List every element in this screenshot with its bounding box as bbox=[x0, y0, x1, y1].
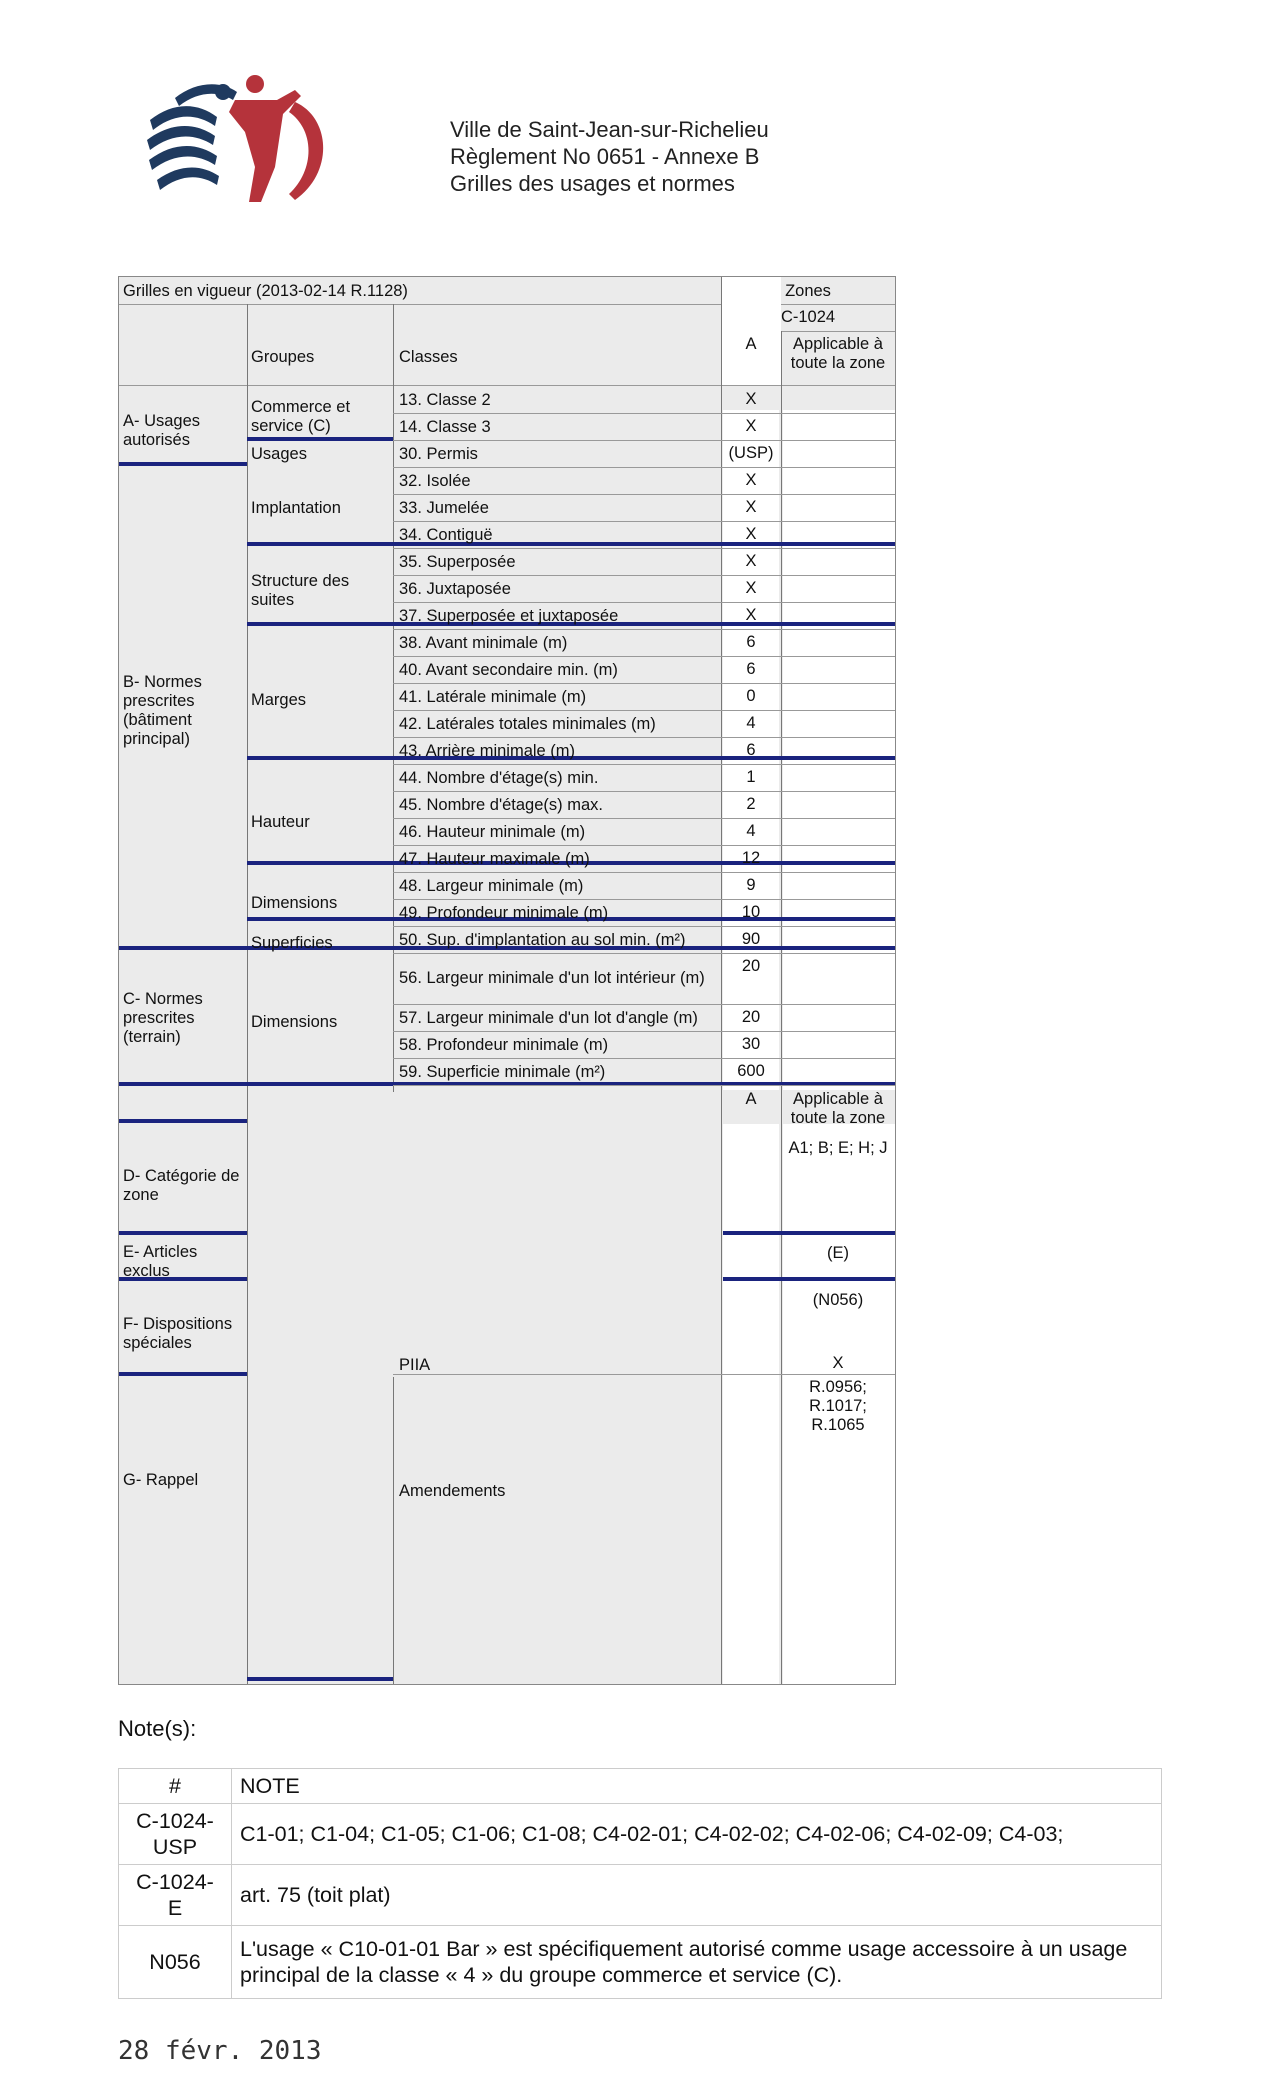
amendements-values: R.0956; R.1017; R.1065 bbox=[809, 1378, 867, 1434]
class-value: 2 bbox=[746, 795, 756, 813]
note-row bbox=[119, 1865, 1162, 1926]
notes-table bbox=[118, 1768, 1162, 1999]
class-label: 44. Nombre d'étage(s) min. bbox=[399, 769, 599, 787]
class-value: 30 bbox=[741, 1035, 761, 1053]
categorie-value: A1; B; E; H; J bbox=[788, 1139, 888, 1157]
grid-title: Grilles en vigueur (2013-02-14 R.1128) bbox=[123, 282, 408, 300]
class-label: 34. Contiguë bbox=[399, 526, 493, 544]
class-label: 14. Classe 3 bbox=[399, 418, 491, 436]
notes-title: Note(s): bbox=[118, 1716, 197, 1741]
note-text: art. 75 (toit plat) bbox=[232, 1865, 1162, 1926]
zone-code: C-1024 bbox=[780, 308, 836, 326]
class-label: 35. Superposée bbox=[399, 553, 516, 571]
piia-label: PIIA bbox=[399, 1356, 431, 1374]
section-d-label: D- Catégorie de zone bbox=[123, 1167, 240, 1204]
note-number: C-1024- USP bbox=[119, 1804, 232, 1865]
section-b-label: B- Normes prescrites (bâtiment principal) bbox=[123, 673, 202, 748]
header-regulation: Règlement No 0651 - Annexe B bbox=[450, 144, 760, 169]
articles-exclus-value: (E) bbox=[827, 1244, 849, 1262]
class-label: 37. Superposée et juxtaposée bbox=[399, 607, 619, 625]
note-number: N056 bbox=[119, 1926, 232, 1999]
class-value: 1 bbox=[746, 768, 756, 786]
class-label: 40. Avant secondaire min. (m) bbox=[399, 661, 618, 679]
class-label: 57. Largeur minimale d'un lot d'angle (m) bbox=[399, 1009, 698, 1027]
class-label: 47. Hauteur maximale (m) bbox=[399, 850, 590, 868]
column-classes: Classes bbox=[399, 348, 458, 366]
logo-blue-waves bbox=[147, 84, 237, 190]
class-label: 56. Largeur minimale d'un lot intérieur (m) bbox=[399, 969, 705, 987]
class-label: 13. Classe 2 bbox=[399, 391, 491, 409]
zones-label: Zones bbox=[785, 282, 831, 300]
class-value: 0 bbox=[746, 687, 756, 705]
class-value: X bbox=[745, 552, 757, 570]
class-value: X bbox=[745, 606, 757, 624]
group-dimensions-batiment: Dimensions bbox=[251, 894, 338, 912]
group-hauteur: Hauteur bbox=[251, 813, 310, 831]
class-label: 45. Nombre d'étage(s) max. bbox=[399, 796, 603, 814]
usage-grid bbox=[118, 276, 896, 1685]
class-value: X bbox=[745, 471, 757, 489]
city-logo bbox=[145, 72, 345, 212]
logo-figures bbox=[229, 75, 323, 202]
class-label: 43. Arrière minimale (m) bbox=[399, 742, 576, 760]
class-value: 4 bbox=[746, 822, 756, 840]
section-g-label: G- Rappel bbox=[123, 1471, 199, 1489]
class-value: X bbox=[745, 498, 757, 516]
class-label: 33. Jumelée bbox=[399, 499, 489, 517]
class-value: 600 bbox=[737, 1062, 765, 1080]
class-label: 49. Profondeur minimale (m) bbox=[399, 904, 609, 922]
class-value: X bbox=[745, 417, 757, 435]
class-label: 41. Latérale minimale (m) bbox=[399, 688, 587, 706]
note-text: L'usage « C10-01-01 Bar » est spécifiquement autorisé comme usage accessoire à un usage principal de la classe « 4 » du groupe commerce et service (C). bbox=[232, 1926, 1162, 1999]
notes-header-note: NOTE bbox=[232, 1769, 1162, 1804]
footer-date: 28 févr. 2013 bbox=[118, 2036, 322, 2066]
section-c-label: C- Normes prescrites (terrain) bbox=[123, 990, 203, 1046]
column-applicable: Applicable à toute la zone bbox=[790, 335, 886, 372]
class-value: 6 bbox=[746, 660, 756, 678]
class-value: 6 bbox=[746, 741, 756, 759]
column-a: A bbox=[745, 335, 757, 353]
section-a-label: A- Usages autorisés bbox=[123, 412, 201, 449]
class-value: 6 bbox=[746, 633, 756, 651]
class-value: 90 bbox=[741, 930, 761, 948]
section-e-label: E- Articles exclus bbox=[123, 1243, 198, 1280]
group-implantation: Implantation bbox=[251, 499, 341, 517]
dispositions-value: (N056) bbox=[812, 1291, 864, 1309]
class-label: 36. Juxtaposée bbox=[399, 580, 511, 598]
class-label: 46. Hauteur minimale (m) bbox=[399, 823, 586, 841]
class-value: X bbox=[745, 525, 757, 543]
group-marges: Marges bbox=[251, 691, 307, 709]
class-value: 10 bbox=[741, 903, 761, 921]
class-label: 30. Permis bbox=[399, 445, 478, 463]
note-row bbox=[119, 1804, 1162, 1865]
lower-column-applicable: Applicable à toute la zone bbox=[790, 1090, 886, 1127]
class-value: 20 bbox=[741, 1008, 761, 1026]
class-value: X bbox=[745, 579, 757, 597]
class-label: 42. Latérales totales minimales (m) bbox=[399, 715, 656, 733]
class-value: 20 bbox=[741, 957, 761, 975]
section-f-label: F- Dispositions spéciales bbox=[123, 1315, 233, 1352]
note-number: C-1024- E bbox=[119, 1865, 232, 1926]
notes-header-row bbox=[119, 1769, 1162, 1804]
group-structure: Structure des suites bbox=[251, 572, 350, 609]
class-value: 9 bbox=[746, 876, 756, 894]
group-commerce: Commerce et service (C) bbox=[251, 398, 351, 435]
notes-header-num: # bbox=[119, 1769, 232, 1804]
note-text: C1-01; C1-04; C1-05; C1-06; C1-08; C4-02-01; C4-02-02; C4-02-06; C4-02-09; C4-03; bbox=[232, 1804, 1162, 1865]
group-usages: Usages bbox=[251, 445, 307, 463]
amendements-label: Amendements bbox=[399, 1482, 506, 1500]
group-dimensions-terrain: Dimensions bbox=[251, 1013, 338, 1031]
class-value: 12 bbox=[741, 849, 761, 867]
class-label: 59. Superficie minimale (m²) bbox=[399, 1063, 606, 1081]
header-subtitle: Grilles des usages et normes bbox=[450, 171, 735, 196]
piia-value: X bbox=[832, 1354, 844, 1372]
class-value: (USP) bbox=[728, 444, 774, 462]
lower-column-a: A bbox=[745, 1090, 757, 1108]
document-header bbox=[450, 116, 769, 197]
note-row bbox=[119, 1926, 1162, 1999]
class-label: 50. Sup. d'implantation au sol min. (m²) bbox=[399, 931, 686, 949]
class-value: X bbox=[745, 390, 757, 408]
class-label: 38. Avant minimale (m) bbox=[399, 634, 568, 652]
class-label: 48. Largeur minimale (m) bbox=[399, 877, 584, 895]
column-groupes: Groupes bbox=[251, 348, 315, 366]
class-value: 4 bbox=[746, 714, 756, 732]
header-city: Ville de Saint-Jean-sur-Richelieu bbox=[450, 117, 769, 142]
group-superficies: Superficies bbox=[251, 934, 333, 952]
class-label: 32. Isolée bbox=[399, 472, 471, 490]
class-label: 58. Profondeur minimale (m) bbox=[399, 1036, 609, 1054]
